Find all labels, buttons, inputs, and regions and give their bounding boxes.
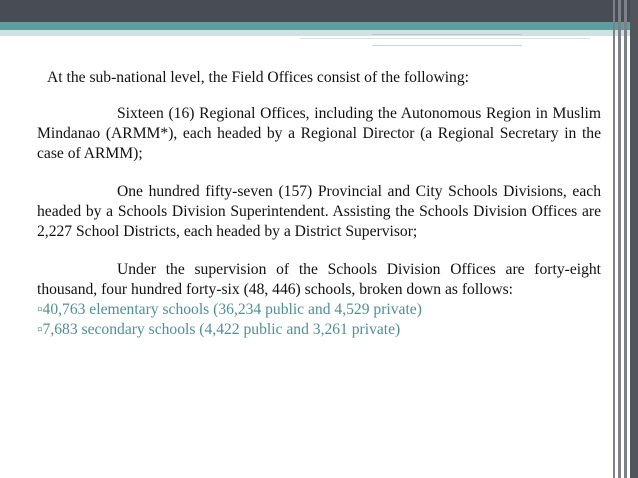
side-stripe <box>618 0 621 478</box>
paragraph-schools-divisions: One hundred fifty-seven (157) Provincial and City Schools Divisions, each headed by a Schools Division Superintendent. Assisting the Schools Division Offices are 2,227 School Districts, each headed by a District Supervisor; <box>37 183 601 240</box>
list-item: ▫7,683 secondary schools (4,422 public and 3,261 private) <box>37 321 401 338</box>
paragraph-schools-count: Under the supervision of the Schools Division Offices are forty-eight thousand, four hundred forty-six (48, 446) schools, broken down as follows: <box>37 261 601 298</box>
header-bar-teal <box>0 22 638 30</box>
side-stripe <box>624 0 627 478</box>
intro-text: At the sub-national level, the Field Offices consist of the following: <box>47 69 469 86</box>
side-stripe <box>630 0 638 478</box>
list-item: ▫40,763 elementary schools (36,234 public and 4,529 private) <box>37 301 422 318</box>
side-stripe <box>613 0 615 478</box>
paragraph-regional-offices: Sixteen (16) Regional Offices, including the Autonomous Region in Muslim Mindanao (ARMM*), each headed by a Regional Director (a Regional Secretary in the case of ARMM); <box>37 105 601 162</box>
school-breakdown-list <box>37 300 601 340</box>
header-accent-lines <box>372 34 522 46</box>
header-bar-pale <box>0 30 638 36</box>
slide-body <box>37 68 601 340</box>
header-bar-dark <box>0 0 638 22</box>
